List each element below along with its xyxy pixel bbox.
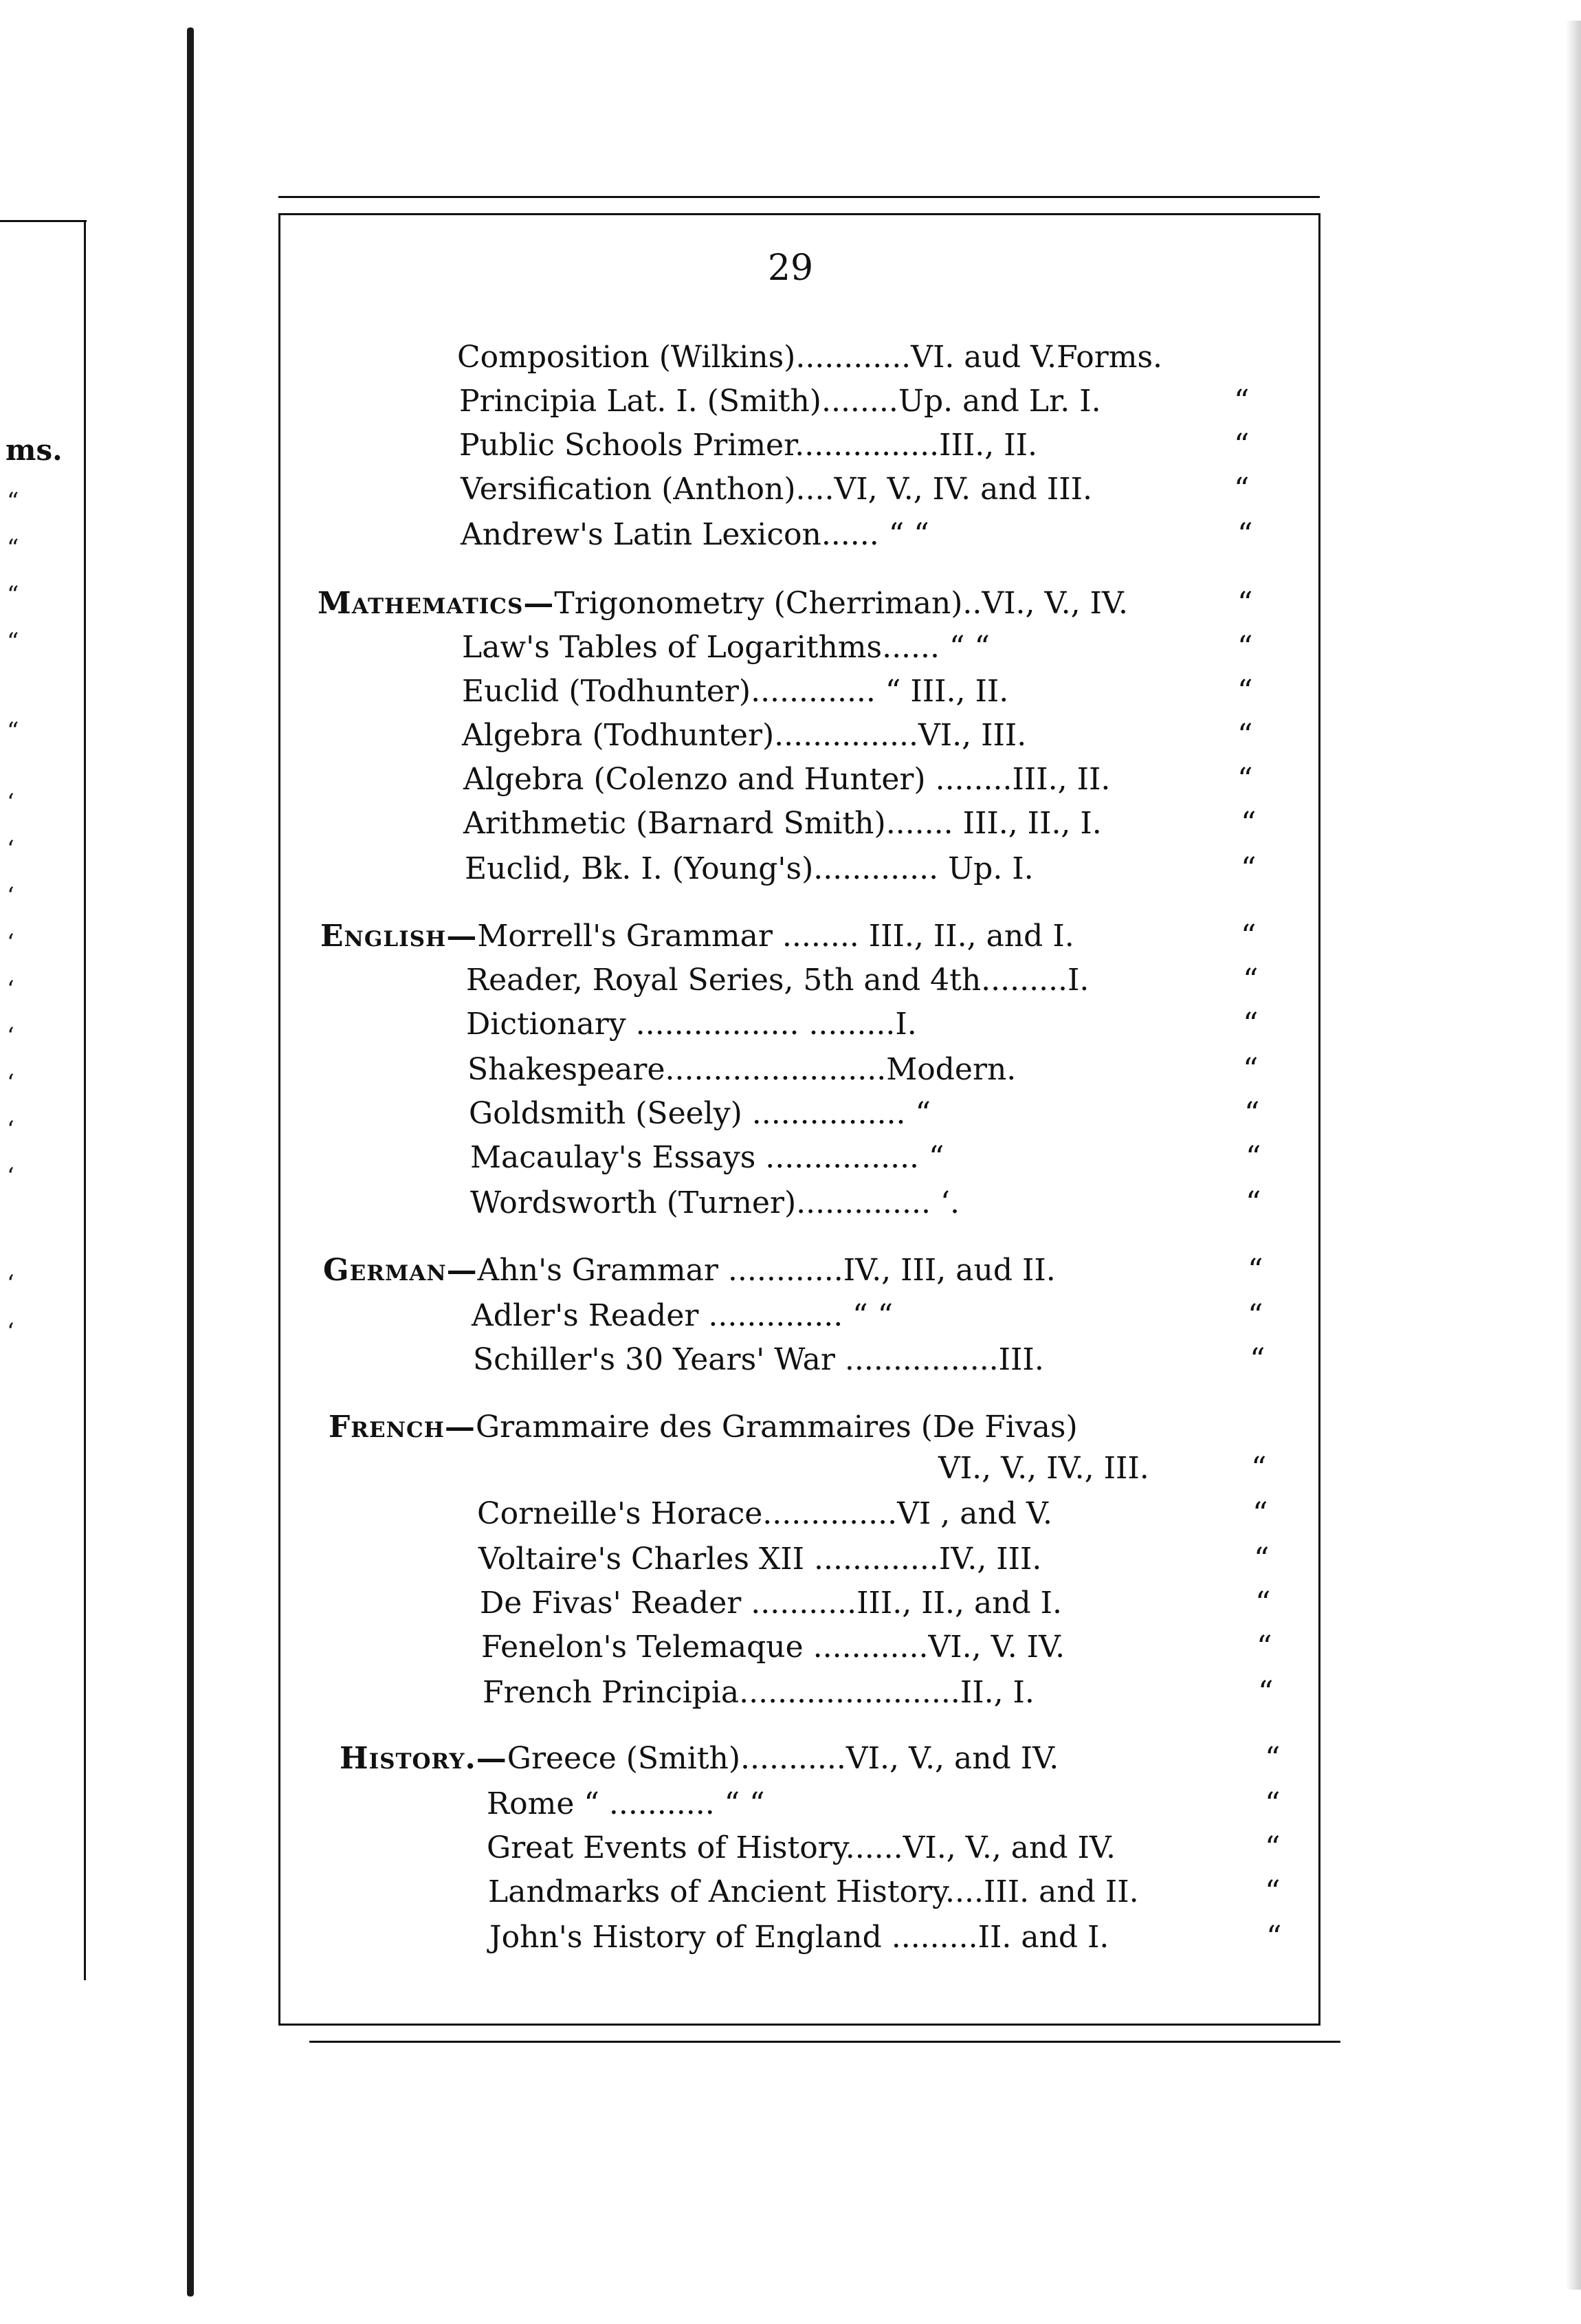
list-item: Trigonometry (Cherriman)..VI., V., IV. <box>554 586 1129 621</box>
list-item: Grammaire des Grammaires (De Fivas) <box>475 1410 1078 1445</box>
ditto-mark: “ <box>1237 630 1253 665</box>
ditto-mark: “ <box>1251 1451 1267 1486</box>
facing-page-mark: “ <box>7 534 19 562</box>
facing-page-mark: ‘ <box>7 1116 14 1143</box>
ditto-mark: “ <box>1248 1253 1263 1288</box>
list-item: Ahn's Grammar ............IV., III, aud II. <box>477 1253 1056 1288</box>
list-item: Rome “ ........... “ “ <box>487 1786 765 1821</box>
list-item: Public Schools Primer...............III., II. <box>459 428 1037 463</box>
facing-page-mark: ‘ <box>7 835 14 863</box>
ditto-mark: “ <box>1234 428 1250 463</box>
ditto-mark: “ <box>1266 1920 1282 1955</box>
list-item: Fenelon's Telemaque ............VI., V. IV. <box>481 1630 1065 1665</box>
facing-page-text: ms. <box>5 433 63 467</box>
list-item: Voltaire's Charles XII .............IV., III. <box>478 1542 1042 1577</box>
ditto-mark: “ <box>1265 1874 1281 1909</box>
list-item: John's History of England .........II. and I. <box>489 1920 1109 1955</box>
list-item: Arithmetic (Barnard Smith)....... III., II., I. <box>463 806 1102 841</box>
section-german <box>323 1253 1056 1288</box>
facing-page-mark: ‘ <box>7 789 14 816</box>
list-item: Landmarks of Ancient History....III. and II. <box>488 1874 1139 1909</box>
ditto-mark: “ <box>1252 1496 1268 1531</box>
list-item: Adler's Reader .............. “ “ <box>472 1298 894 1333</box>
section-mathematics <box>318 586 1129 621</box>
list-item: Greece (Smith)...........VI., V., and IV. <box>507 1741 1059 1776</box>
ditto-mark: “ <box>1248 1298 1263 1333</box>
section-label: English— <box>320 919 478 954</box>
section-label: History.— <box>340 1741 507 1776</box>
section-label: German— <box>323 1253 478 1288</box>
ditto-mark: “ <box>1241 806 1257 841</box>
list-item: Composition (Wilkins)............VI. aud V.Forms. <box>457 340 1163 375</box>
ditto-mark: “ <box>1237 762 1253 797</box>
list-item: Dictionary ................. .........I. <box>466 1007 917 1042</box>
section-english <box>320 921 1074 952</box>
ditto-mark: “ <box>1237 674 1253 709</box>
frame-bottom-rule <box>309 2041 1340 2043</box>
ditto-mark: “ <box>1246 1185 1261 1220</box>
list-item: Versification (Anthon)....VI, V., IV. and III. <box>461 472 1092 507</box>
ditto-mark: “ <box>1243 963 1259 998</box>
facing-page-mark: “ <box>7 581 19 609</box>
facing-page-mark: ‘ <box>7 1022 14 1050</box>
ditto-mark: “ <box>1241 919 1257 954</box>
facing-page-mark: ‘ <box>7 1069 14 1097</box>
frame-top-rule <box>278 196 1320 198</box>
ditto-mark: “ <box>1265 1830 1281 1865</box>
facing-page-mark: ‘ <box>7 1270 14 1297</box>
ditto-mark: “ <box>1237 718 1253 753</box>
facing-page-mark: ‘ <box>7 929 14 956</box>
list-item: Schiller's 30 Years' War ................III. <box>473 1342 1044 1377</box>
list-item: VI., V., IV., III. <box>938 1451 1149 1486</box>
section-french <box>329 1412 1078 1443</box>
section-history <box>340 1741 1059 1776</box>
list-item: Shakespeare.......................Modern. <box>467 1052 1017 1087</box>
ditto-mark: “ <box>1250 1342 1265 1377</box>
facing-page-mark: ‘ <box>7 882 14 910</box>
list-item: Andrew's Latin Lexicon...... “ “ <box>461 517 929 552</box>
list-item: De Fivas' Reader ...........III., II., and I. <box>480 1586 1063 1621</box>
facing-page-mark: “ <box>7 487 19 515</box>
facing-page-fragment <box>0 0 186 2324</box>
ditto-mark: “ <box>1246 1140 1261 1175</box>
list-item: Wordsworth (Turner).............. ‘. <box>470 1185 960 1220</box>
list-item: Algebra (Colenzo and Hunter) ........III., II. <box>463 762 1111 797</box>
list-item: Morrell's Grammar ........ III., II., and I. <box>477 919 1074 954</box>
ditto-mark: “ <box>1257 1630 1272 1665</box>
facing-page-mark: “ <box>7 628 19 655</box>
ditto-mark: “ <box>1258 1675 1274 1710</box>
list-item: Euclid (Todhunter)............. “ III., II. <box>462 674 1009 709</box>
list-item: Macaulay's Essays ................ “ <box>470 1140 944 1175</box>
list-item: Algebra (Todhunter)...............VI., III. <box>462 718 1027 753</box>
ditto-mark: “ <box>1237 586 1253 621</box>
ditto-mark: “ <box>1254 1542 1270 1577</box>
ditto-mark: “ <box>1241 851 1257 886</box>
ditto-mark: “ <box>1255 1586 1271 1621</box>
ditto-mark: “ <box>1265 1786 1281 1821</box>
list-item: Great Events of History......VI., V., and IV. <box>487 1830 1116 1865</box>
ditto-mark: “ <box>1265 1741 1281 1776</box>
list-item: Euclid, Bk. I. (Young's)............. Up. I. <box>465 851 1034 886</box>
list-item: Corneille's Horace..............VI , and V. <box>477 1496 1053 1531</box>
facing-page-rule <box>0 220 87 222</box>
facing-page-mark: ‘ <box>7 1318 14 1346</box>
ditto-mark: “ <box>1234 472 1250 507</box>
page-number: 29 <box>767 248 814 289</box>
ditto-mark: “ <box>1244 1096 1260 1131</box>
ditto-mark: “ <box>1234 384 1250 419</box>
list-item: Goldsmith (Seely) ................ “ <box>469 1096 931 1131</box>
facing-page-mark: “ <box>7 717 19 745</box>
list-item: French Principia.......................II., I. <box>483 1675 1035 1710</box>
section-label: French— <box>329 1410 476 1445</box>
list-item: Reader, Royal Series, 5th and 4th.........I. <box>466 963 1090 998</box>
ditto-mark: “ <box>1237 517 1253 552</box>
section-label: Mathematics— <box>318 586 555 621</box>
list-item: Principia Lat. I. (Smith)........Up. and Lr. I. <box>459 384 1101 419</box>
facing-page-mark: ‘ <box>7 1163 14 1190</box>
facing-page-frame-edge <box>84 220 86 1980</box>
book-gutter <box>187 28 194 2296</box>
ditto-mark: “ <box>1243 1007 1259 1042</box>
ditto-mark: “ <box>1243 1052 1259 1087</box>
list-item: Law's Tables of Logarithms...... “ “ <box>462 630 990 665</box>
facing-page-mark: ‘ <box>7 976 14 1003</box>
page-edge-shadow <box>1566 21 1581 2290</box>
